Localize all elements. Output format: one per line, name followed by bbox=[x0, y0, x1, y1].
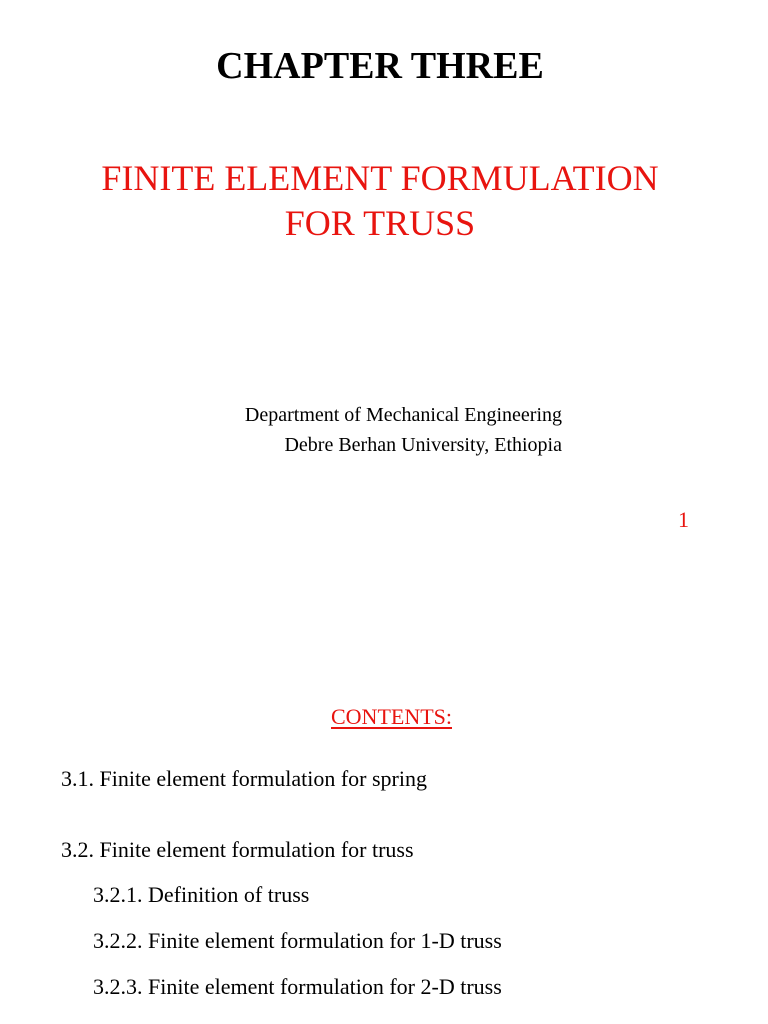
toc-item-3-1: 3.1. Finite element formulation for spring bbox=[61, 766, 427, 791]
chapter-title: CHAPTER THREE bbox=[216, 45, 544, 87]
affiliation-block bbox=[245, 400, 562, 460]
document-title bbox=[0, 156, 760, 246]
toc-item-3-2-2: 3.2.2. Finite element formulation for 1-D truss bbox=[93, 928, 502, 953]
contents-heading: CONTENTS: bbox=[331, 704, 452, 729]
page-number: 1 bbox=[678, 507, 689, 532]
title-line-2: FOR TRUSS bbox=[284, 203, 476, 243]
toc-item-3-2: 3.2. Finite element formulation for truss bbox=[61, 837, 414, 862]
university-name: Debre Berhan University, Ethiopia bbox=[284, 434, 562, 456]
toc-item-3-2-1: 3.2.1. Definition of truss bbox=[93, 882, 310, 907]
department-name: Department of Mechanical Engineering bbox=[244, 404, 562, 426]
toc-item-3-2-3: 3.2.3. Finite element formulation for 2-D truss bbox=[93, 974, 502, 999]
title-line-1: FINITE ELEMENT FORMULATION bbox=[101, 158, 659, 198]
